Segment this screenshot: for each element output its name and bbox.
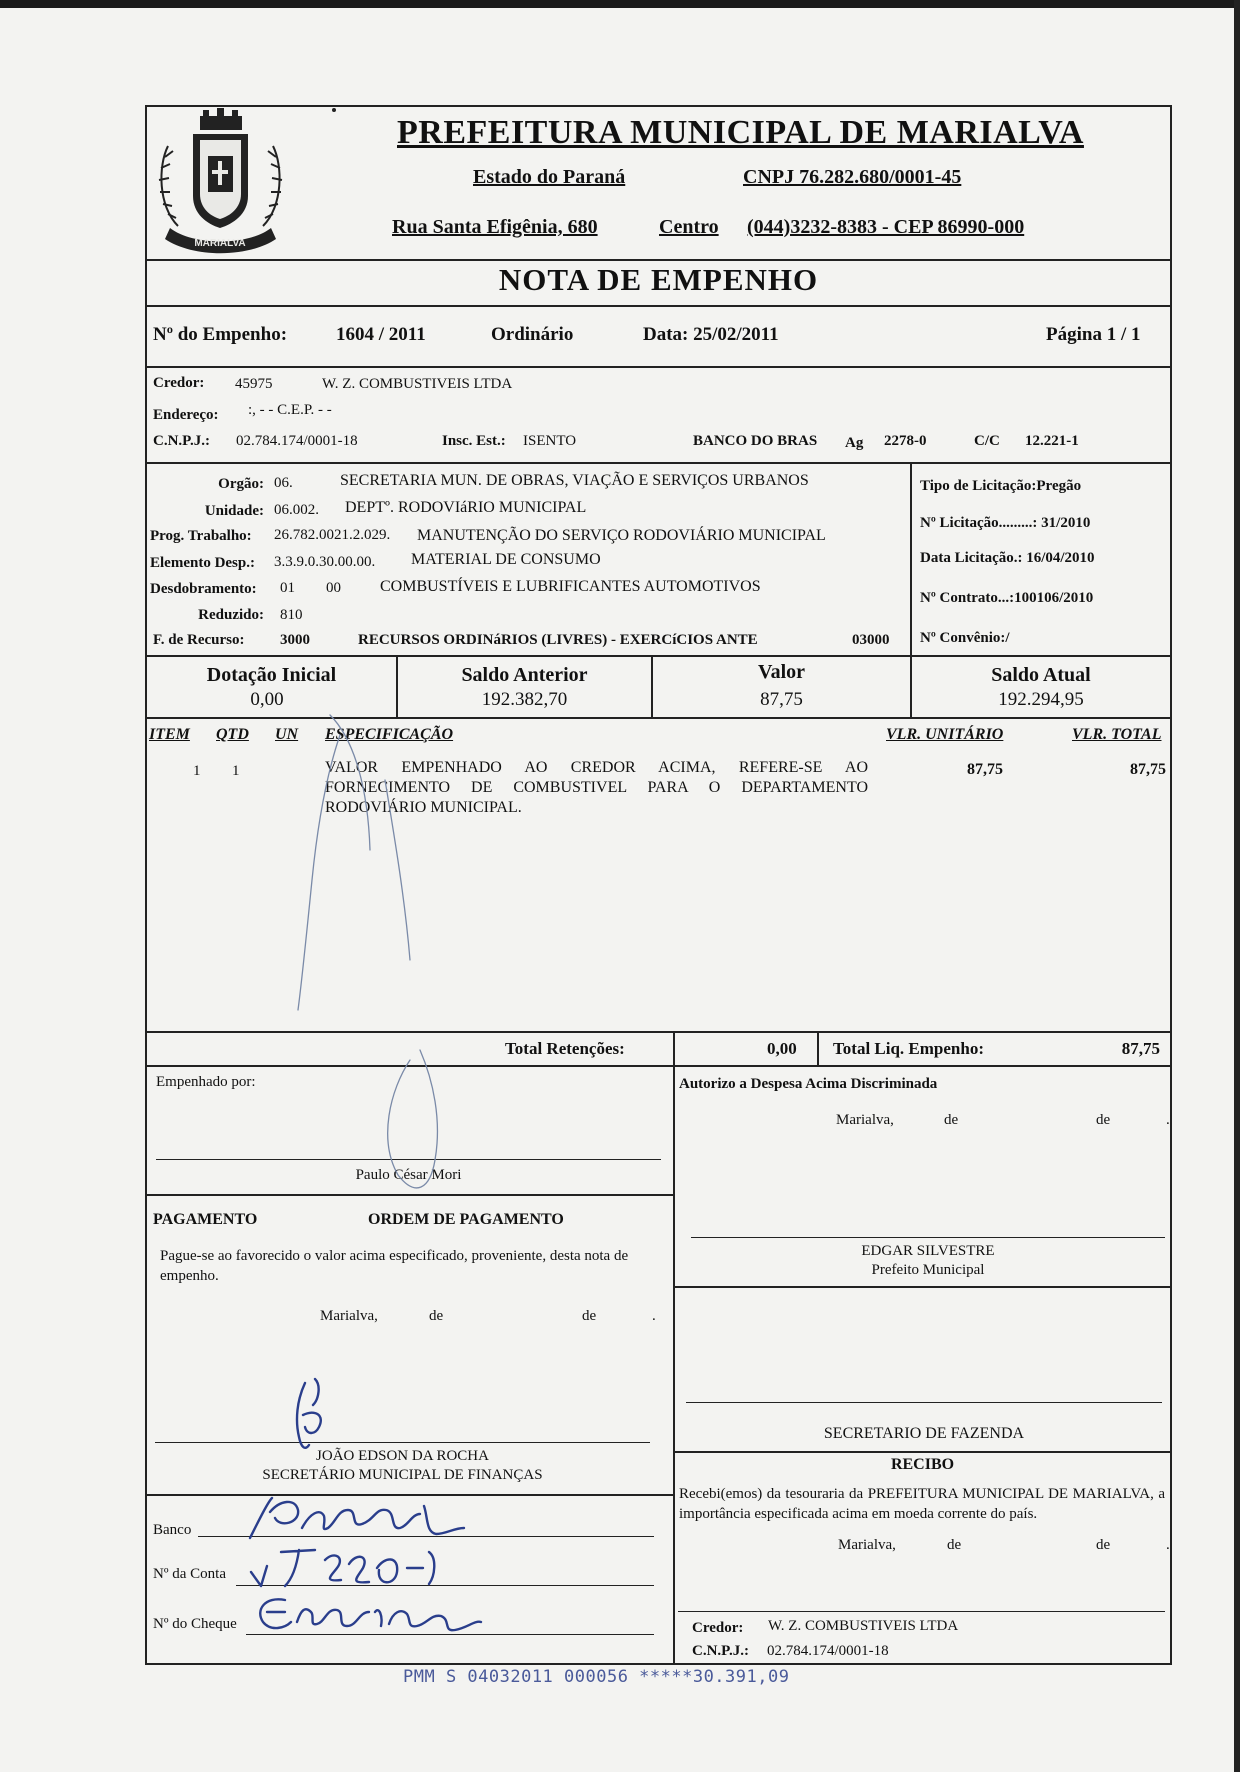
item-number: 1 <box>193 763 201 779</box>
banco-label: Banco <box>153 1522 192 1538</box>
divider <box>145 462 1172 464</box>
divider <box>155 1442 650 1443</box>
prefeito-name: EDGAR SILVESTRE <box>861 1243 995 1259</box>
unidade-label: Unidade: <box>204 503 264 519</box>
recibo-cnpj-value: 02.784.174/0001-18 <box>767 1643 889 1659</box>
saldo-anterior-label: Saldo Anterior <box>461 664 588 686</box>
orgao-desc: SECRETARIA MUN. DE OBRAS, VIAÇÃO E SERVIÇOS URBANOS <box>340 472 809 489</box>
autorizo-city: Marialva, <box>836 1112 894 1128</box>
dotacao-label: Dotação Inicial <box>206 664 337 686</box>
scan-border-top <box>0 0 1240 8</box>
recibo-credor-name: W. Z. COMBUSTIVEIS LTDA <box>768 1618 959 1634</box>
agency-label: Ag <box>845 435 864 451</box>
divider <box>145 259 1172 261</box>
insc-est-label: Insc. Est.: <box>442 433 506 449</box>
item-unit-value: 87,75 <box>967 761 1003 778</box>
credor-code: 45975 <box>235 376 273 392</box>
page-indicator: Página 1 / 1 <box>1046 324 1141 345</box>
col-header-item: ITEM <box>149 726 190 743</box>
empenho-date: Data: 25/02/2011 <box>643 324 779 345</box>
dotacao-value: 0,00 <box>250 689 284 710</box>
valor-value: 87,75 <box>760 689 803 710</box>
recibo-de1: de <box>947 1537 962 1553</box>
elemento-label: Elemento Desp.: <box>150 555 255 571</box>
saldo-anterior-value: 192.382,70 <box>481 689 568 710</box>
desdobramento-label: Desdobramento: <box>150 581 257 597</box>
recurso-desc: RECURSOS ORDINáRIOS (LIVRES) - EXERCíCIOS ANTE <box>358 632 758 648</box>
empenhado-name: Paulo César Mori <box>355 1167 462 1183</box>
street-address: Rua Santa Efigênia, 680 <box>392 216 598 238</box>
divider <box>145 366 1172 368</box>
recibo-text: Recebi(emos) da tesouraria da PREFEITURA MUNICIPAL DE MARIALVA, a importância especificada acima em moeda corrente do país. <box>679 1486 1165 1522</box>
divider <box>145 655 1172 657</box>
credor-label: Credor: <box>153 375 205 391</box>
liquido-label: Total Liq. Empenho: <box>833 1039 984 1058</box>
divider <box>686 1402 1162 1403</box>
empenho-type: Ordinário <box>491 324 574 345</box>
saldo-atual-value: 192.294,95 <box>998 689 1084 710</box>
tipo-licitacao: Tipo de Licitação:Pregão <box>920 478 1082 494</box>
empenho-number-label: Nº do Empenho: <box>153 324 288 345</box>
bank-name: BANCO DO BRAS <box>693 433 818 449</box>
insc-est-value: ISENTO <box>523 433 577 449</box>
item-total-value: 87,75 <box>1130 761 1166 778</box>
pagamento-label: PAGAMENTO <box>153 1211 258 1228</box>
autorizo-de1: de <box>944 1112 959 1128</box>
cc-label: C/C <box>974 433 1000 449</box>
fazenda-label: SECRETARIO DE FAZENDA <box>823 1425 1025 1442</box>
recurso-number: 03000 <box>852 632 890 648</box>
divider <box>910 462 912 655</box>
numero-contrato: Nº Contrato...:100106/2010 <box>920 590 1094 606</box>
conta-label: Nº da Conta <box>153 1566 226 1582</box>
prog-trabalho-code: 26.782.0021.2.029. <box>274 527 391 543</box>
divider <box>817 1031 819 1065</box>
reduzido-value: 810 <box>280 607 303 623</box>
col-header-unit-value: VLR. UNITÁRIO <box>886 726 1004 743</box>
pagamento-de1: de <box>429 1308 444 1324</box>
pagamento-city: Marialva, <box>320 1308 378 1324</box>
cnpj-credor-label: C.N.P.J.: <box>153 433 210 449</box>
retencoes-value: 0,00 <box>767 1039 797 1058</box>
autorizo-de2: de <box>1096 1112 1111 1128</box>
col-header-qtd: QTD <box>216 726 249 743</box>
municipality-title: PREFEITURA MUNICIPAL DE MARIALVA <box>397 114 1084 151</box>
item-quantity: 1 <box>232 763 240 779</box>
financas-signer-role: SECRETÁRIO MUNICIPAL DE FINANÇAS <box>262 1467 543 1483</box>
recibo-cnpj-label: C.N.P.J.: <box>692 1643 749 1659</box>
prog-trabalho-desc: MANUTENÇÃO DO SERVIÇO RODOVIÁRIO MUNICIPAL <box>417 527 826 544</box>
endereco-label: Endereço: <box>153 407 219 423</box>
recibo-de2: de <box>1096 1537 1111 1553</box>
numero-licitacao: Nº Licitação.........: 31/2010 <box>920 515 1091 531</box>
prog-trabalho-label: Prog. Trabalho: <box>150 528 252 544</box>
retencoes-label: Total Retenções: <box>505 1039 625 1058</box>
desdobramento-desc: COMBUSTÍVEIS E LUBRIFICANTES AUTOMOTIVOS <box>380 578 761 595</box>
item-specification: VALOR EMPENHADO AO CREDOR ACIMA, REFERE-SE AO FORNECIMENTO DE COMBUSTIVEL PARA O DEPARTAMENTO RODOVIÁRIO MUNICIPAL. <box>325 759 868 816</box>
empenhado-label: Empenhado por: <box>156 1074 256 1090</box>
divider <box>678 1611 1165 1612</box>
unidade-code: 06.002. <box>274 502 319 518</box>
empenho-number: 1604 / 2011 <box>336 324 426 345</box>
financas-signer-name: JOÃO EDSON DA ROCHA <box>316 1448 489 1464</box>
autorizo-label: Autorizo a Despesa Acima Discriminada <box>679 1076 938 1092</box>
liquido-value: 87,75 <box>1121 1039 1160 1058</box>
state-label: Estado do Paraná <box>473 166 626 188</box>
divider <box>145 305 1172 307</box>
elemento-code: 3.3.9.0.30.00.00. <box>274 554 376 570</box>
elemento-desc: MATERIAL DE CONSUMO <box>411 551 601 568</box>
cnpj-credor-value: 02.784.174/0001-18 <box>236 433 358 449</box>
col-header-total-value: VLR. TOTAL <box>1072 726 1162 743</box>
crest-banner-text: MARIALVA <box>194 238 246 249</box>
col-header-un: UN <box>275 726 299 743</box>
recibo-dot: . <box>1166 1537 1170 1553</box>
divider <box>691 1237 1165 1238</box>
data-licitacao: Data Licitação.: 16/04/2010 <box>920 550 1095 566</box>
autorizo-dot: . <box>1166 1112 1170 1128</box>
document-title: NOTA DE EMPENHO <box>498 262 819 297</box>
pagamento-text: Pague-se ao favorecido o valor acima especificado, proveniente, desta nota de empenho. <box>160 1248 629 1284</box>
desdobramento-code1: 01 <box>280 580 295 596</box>
recibo-label: RECIBO <box>890 1456 955 1473</box>
col-header-spec: ESPECIFICAÇÃO <box>325 726 454 743</box>
numero-convenio: Nº Convênio:/ <box>920 630 1010 646</box>
ordem-pagamento-label: ORDEM DE PAGAMENTO <box>368 1211 564 1228</box>
endereco-value: :, - - C.E.P. - - <box>248 402 332 418</box>
recurso-code: 3000 <box>280 632 310 648</box>
orgao-label: Orgão: <box>218 476 264 492</box>
district-label: Centro <box>659 216 719 238</box>
processing-stamp: PMM S 04032011 000056 *****30.391,09 <box>403 1667 790 1687</box>
reduzido-label: Reduzido: <box>198 607 264 623</box>
orgao-code: 06. <box>274 475 293 491</box>
credor-name: W. Z. COMBUSTIVEIS LTDA <box>322 376 513 392</box>
desdobramento-code2: 00 <box>326 580 341 596</box>
prefeito-role: Prefeito Municipal <box>871 1262 985 1278</box>
unidade-desc: DEPTº. RODOVIáRIO MUNICIPAL <box>345 499 587 516</box>
cc-value: 12.221-1 <box>1025 433 1079 449</box>
scan-border-right <box>1234 0 1240 1772</box>
saldo-atual-label: Saldo Atual <box>991 664 1091 686</box>
recibo-city: Marialva, <box>838 1537 896 1553</box>
recurso-label: F. de Recurso: <box>153 632 245 648</box>
valor-label: Valor <box>757 661 806 683</box>
recibo-credor-label: Credor: <box>692 1620 744 1636</box>
pagamento-dot: . <box>652 1308 656 1324</box>
pencil-marks <box>140 700 700 1200</box>
divider <box>673 1451 1172 1453</box>
cheque-label: Nº do Cheque <box>153 1616 237 1632</box>
agency-value: 2278-0 <box>884 433 927 449</box>
signature-financas <box>275 1375 365 1455</box>
cnpj-label: CNPJ 76.282.680/0001-45 <box>743 166 962 188</box>
divider <box>673 1286 1172 1288</box>
phone-cep: (044)3232-8383 - CEP 86990-000 <box>747 216 1025 238</box>
pagamento-de2: de <box>582 1308 597 1324</box>
dot-mark <box>332 108 336 112</box>
handwritten-cheque <box>245 1586 485 1644</box>
municipal-crest-logo <box>148 106 293 258</box>
